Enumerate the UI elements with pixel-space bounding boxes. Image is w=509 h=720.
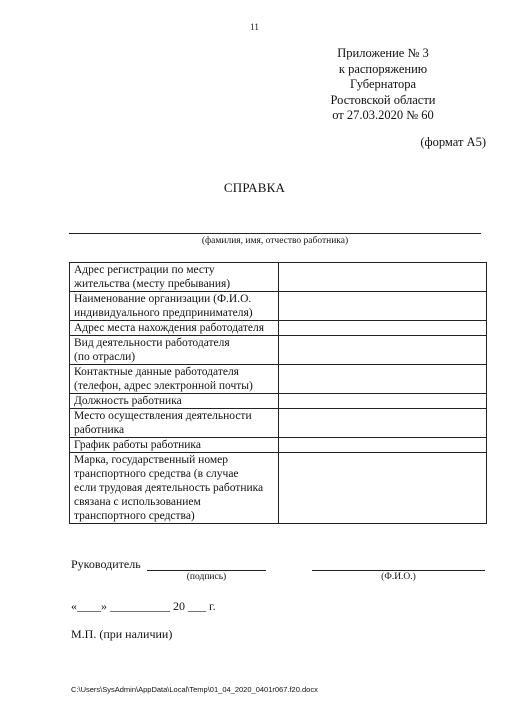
file-path-footer: C:\Users\SysAdmin\AppData\Local\Temp\01_04_2020_0401r067.f20.docx <box>71 685 318 694</box>
signature-line <box>147 570 266 571</box>
row-label-line: Контактные данные работодателя <box>74 366 239 378</box>
worker-name-line <box>69 233 481 234</box>
date-field: «____» __________ 20 ___ г. <box>71 599 216 613</box>
page-number: 11 <box>250 22 259 32</box>
row-label <box>70 336 279 365</box>
row-label-line: Адрес места нахождения работодателя <box>74 322 265 334</box>
row-value <box>279 336 487 365</box>
row-label-line: если трудовая деятельность работника <box>74 482 264 494</box>
table-row <box>70 336 487 365</box>
row-label-line: индивидуального предпринимателя) <box>74 307 253 319</box>
table-row <box>70 394 487 409</box>
row-value <box>279 292 487 321</box>
row-label-line: (по отрасли) <box>74 351 136 363</box>
row-value <box>279 365 487 394</box>
row-label-line: работника <box>74 424 125 436</box>
row-label <box>70 438 279 453</box>
row-label-line: транспортного средства) <box>74 510 195 522</box>
row-label-line: (телефон, адрес электронной почты) <box>74 380 253 392</box>
row-value <box>279 438 487 453</box>
table-row <box>70 321 487 336</box>
appendix-line-2: к распоряжению <box>338 61 428 76</box>
appendix-line-4: Ростовской области <box>330 92 436 107</box>
table-row <box>70 453 487 524</box>
stamp-label: М.П. (при наличии) <box>71 627 173 641</box>
table-row <box>70 292 487 321</box>
appendix-line-3: Губернатора <box>349 77 417 91</box>
appendix-block <box>293 46 473 124</box>
full-name-caption: (Ф.И.О.) <box>381 572 416 582</box>
info-table <box>69 262 487 524</box>
full-name-line <box>312 570 485 571</box>
row-label <box>70 263 279 292</box>
row-label-line: жительства (месту пребывания) <box>74 278 231 290</box>
row-label <box>70 365 279 394</box>
format-label: (формат А5) <box>420 135 486 149</box>
row-value <box>279 321 487 336</box>
row-label <box>70 409 279 438</box>
row-label-line: Место осуществления деятельности <box>74 410 252 422</box>
signature-caption: (подпись) <box>186 572 227 582</box>
row-label-line: График работы работника <box>74 439 201 451</box>
row-label-line: Вид деятельности работодателя <box>74 337 230 349</box>
row-label-line: Адрес регистрации по месту <box>74 264 215 276</box>
document-title: СПРАВКА <box>223 180 286 195</box>
row-label <box>70 394 279 409</box>
row-label-line: Должность работника <box>74 395 182 407</box>
row-label <box>70 453 279 524</box>
table-row <box>70 438 487 453</box>
row-label <box>70 321 279 336</box>
row-value <box>279 394 487 409</box>
row-value <box>279 409 487 438</box>
table-row <box>70 365 487 394</box>
row-label-line: Наименование организации (Ф.И.О. <box>74 293 252 305</box>
table-row <box>70 263 487 292</box>
appendix-line-1: Приложение № 3 <box>337 46 429 60</box>
row-value <box>279 263 487 292</box>
head-label: Руководитель <box>71 557 141 571</box>
row-label-line: транспортного средства (в случае <box>74 468 239 480</box>
row-value <box>279 453 487 524</box>
table-row <box>70 409 487 438</box>
row-label <box>70 292 279 321</box>
appendix-line-5: от 27.03.2020 № 60 <box>332 108 434 122</box>
worker-name-caption: (фамилия, имя, отчество работника) <box>201 236 349 246</box>
row-label-line: Марка, государственный номер <box>74 454 228 466</box>
row-label-line: связана с использованием <box>74 496 201 508</box>
